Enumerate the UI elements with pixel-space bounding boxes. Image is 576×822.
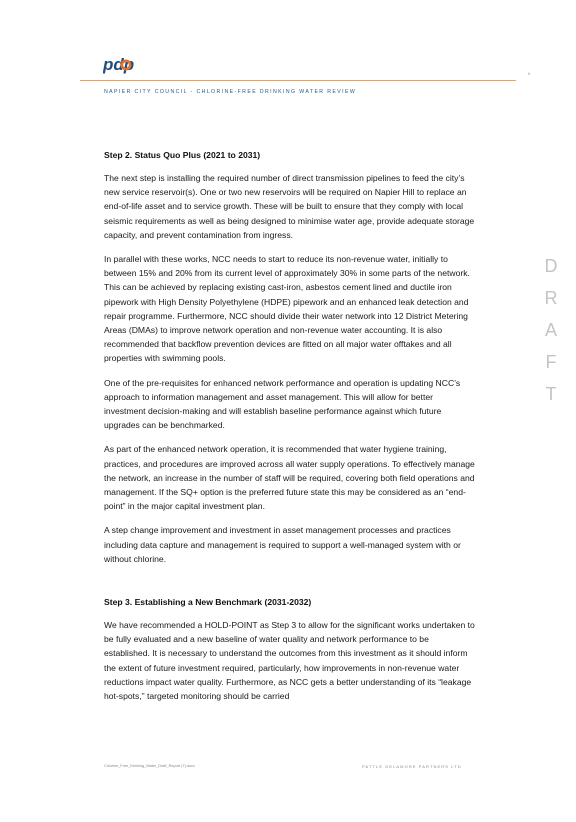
section-heading: Step 3. Establishing a New Benchmark (2031-2032) xyxy=(104,597,312,608)
paragraph: One of the pre-requisites for enhanced network performance and operation is updating NCC’s approach to information management and asset management. This will allow for better investment decision-making and will establish baseline performance against which future upgrades can be benchmarked. xyxy=(104,377,461,431)
logo-text: pdp xyxy=(103,55,135,74)
draft-letter: A xyxy=(544,320,557,340)
paragraph: As part of the enhanced network operation, it is recommended that water hygiene training, practices, and procedures are improved across all water supply operations. To effectively manage the network, an increase in the number of staff will be required, covering both field operations and management. If the SQ+ option is the preferred future state this may be considered as an “end-point” in the major capital investment plan. xyxy=(104,444,475,512)
draft-letter: F xyxy=(545,352,557,372)
footer-filename: Chlorine_Free_Drinking_Water_Draft_Report (7).docx xyxy=(104,764,195,768)
paragraph: The next step is installing the required number of direct transmission pipelines to feed the city’s new service reservoir(s). One or two new reservoirs will be required on Napier Hill to replace an end-of-life asset and to service growth. These will be built to ensure that they comply with local seismic requirements as well as being designed to minimise water age, provide adequate storage capacity, and prevent contamination from ingress. xyxy=(104,173,475,240)
section-heading: Step 2. Status Quo Plus (2021 to 2031) xyxy=(104,150,261,160)
paragraph: In parallel with these works, NCC needs to start to reduce its non-revenue water, initially to between 15% and 20% from its current level of approximately 30% in some parts of the network. This can be achieved by replacing existing cast-iron, asbestos cement lined and ductile iron pipework with High Density Polyethylene (HDPE) pipework and an enhanced leak detection and repair programme. Furthermore, NCC should divide their water network into 12 District Metering Areas (DMAs) to improve network operation and non-revenue water accounting. It is also recommended that backflow prevention devices are fitted on all major water offtakes and all properties with swimming pools. xyxy=(104,254,470,364)
running-head: NAPIER CITY COUNCIL - CHLORINE-FREE DRINKING WATER REVIEW xyxy=(104,89,357,95)
page-number: 6 xyxy=(528,71,531,76)
document-body xyxy=(104,150,476,713)
draft-letter: R xyxy=(544,288,558,308)
draft-letter: D xyxy=(544,256,558,276)
draft-watermark xyxy=(541,250,561,410)
pdp-logo xyxy=(103,55,145,75)
draft-letter: T xyxy=(545,384,557,404)
paragraph: A step change improvement and investment in asset management processes and practices including data capture and management is required to support a well-managed system with or without chlorine. xyxy=(104,525,461,564)
paragraph: We have recommended a HOLD-POINT as Step 3 to allow for the significant works undertaken to be fully evaluated and a new baseline of water quality and network performance to be established. It is necessary to understand the outcomes from this investment as it should inform the extent of future investment required, particularly, how improvements in non-revenue water reductions impact water quality. Furthermore, as NCC gets a better understanding of its “leakage hot-spots,” targeted monitoring should be carried xyxy=(104,620,475,702)
header-rule xyxy=(80,80,516,81)
footer-company: PATTLE DELAMORE PARTNERS LTD xyxy=(362,764,462,769)
